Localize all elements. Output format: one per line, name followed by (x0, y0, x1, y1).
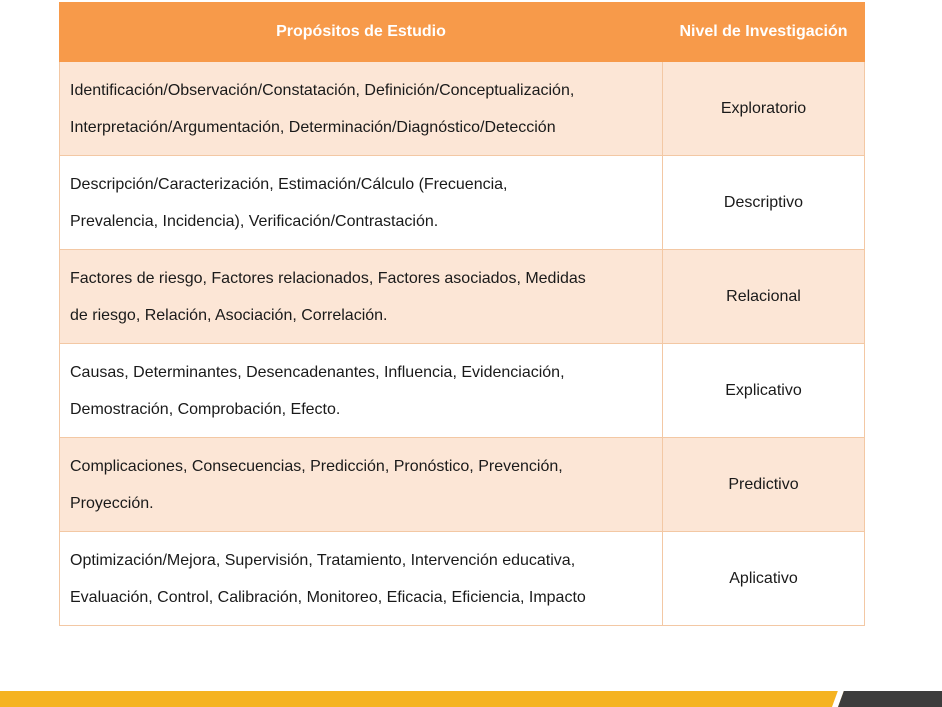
table-row (60, 438, 865, 532)
table-row (60, 250, 865, 344)
level-cell: Descriptivo (663, 156, 865, 250)
purpose-cell (60, 438, 663, 532)
purpose-cell (60, 344, 663, 438)
table-row (60, 532, 865, 626)
purpose-line: Proyección. (70, 494, 154, 512)
purpose-line: Optimización/Mejora, Supervisión, Tratamiento, Intervención educativa, (70, 551, 576, 569)
table-row (60, 62, 865, 156)
table-row (60, 344, 865, 438)
header-level: Nivel de Investigación (663, 3, 865, 62)
purpose-line: de riesgo, Relación, Asociación, Correlación. (70, 306, 388, 324)
level-cell: Exploratorio (663, 62, 865, 156)
purpose-line: Complicaciones, Consecuencias, Predicción, Pronóstico, Prevención, (70, 457, 563, 475)
purpose-line: Demostración, Comprobación, Efecto. (70, 400, 341, 418)
level-cell: Aplicativo (663, 532, 865, 626)
level-cell: Relacional (663, 250, 865, 344)
purpose-cell (60, 532, 663, 626)
purpose-line: Interpretación/Argumentación, Determinación/Diagnóstico/Detección (70, 118, 556, 136)
purpose-line: Prevalencia, Incidencia), Verificación/Contrastación. (70, 212, 439, 230)
purpose-line: Identificación/Observación/Constatación, Definición/Conceptualización, (70, 81, 575, 99)
purpose-cell (60, 250, 663, 344)
footer-orange-stripe (0, 691, 850, 707)
footer-dark-stripe (838, 691, 942, 707)
header-purposes: Propósitos de Estudio (60, 3, 663, 62)
purpose-line: Causas, Determinantes, Desencadenantes, Influencia, Evidenciación, (70, 363, 565, 381)
purpose-line: Factores de riesgo, Factores relacionados, Factores asociados, Medidas (70, 269, 586, 287)
purpose-cell (60, 156, 663, 250)
table-row (60, 156, 865, 250)
purpose-line: Evaluación, Control, Calibración, Monitoreo, Eficacia, Eficiencia, Impacto (70, 588, 586, 606)
footer-decorative-bar (0, 691, 942, 707)
table-header-row (60, 3, 865, 62)
purpose-cell (60, 62, 663, 156)
research-levels-table (59, 2, 865, 626)
purpose-line: Descripción/Caracterización, Estimación/Cálculo (Frecuencia, (70, 175, 508, 193)
level-cell: Predictivo (663, 438, 865, 532)
level-cell: Explicativo (663, 344, 865, 438)
